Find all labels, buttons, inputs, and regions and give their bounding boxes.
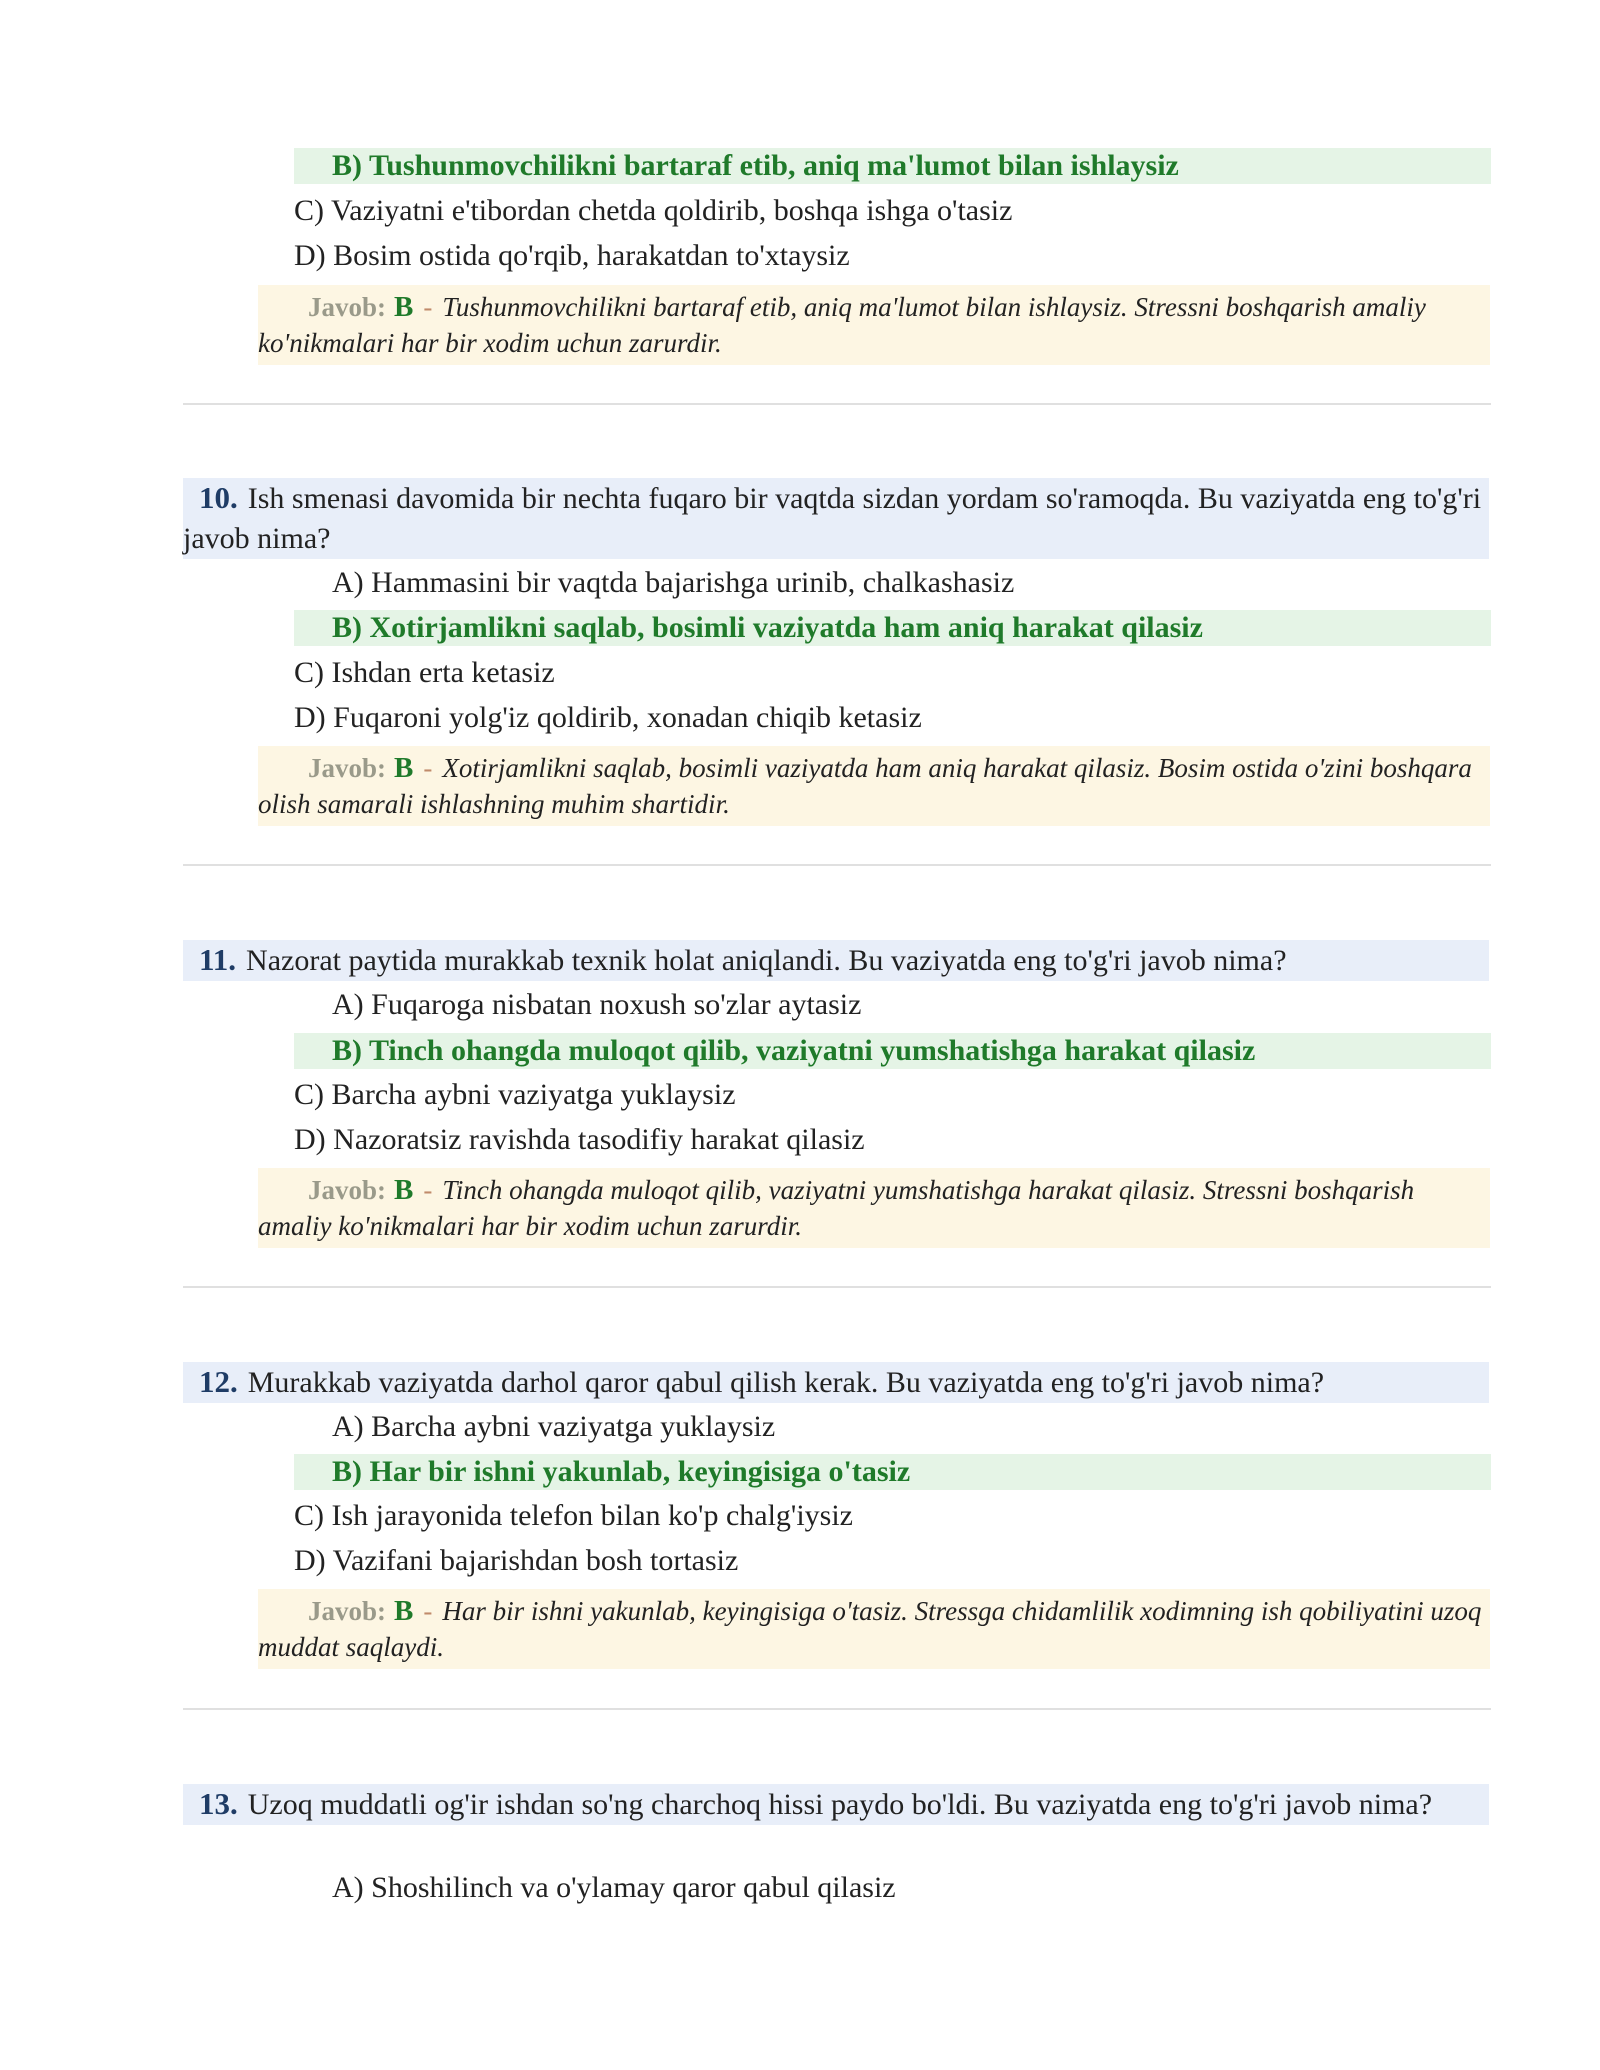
answer-label: Javob:: [308, 292, 387, 322]
q10-option-b-text: B) Xotirjamlikni saqlab, bosimli vaziyatda ham aniq harakat qilasiz: [332, 611, 1203, 644]
question-10-heading: [183, 478, 1489, 559]
q12-option-c[interactable]: C) Ish jarayonida telefon bilan ko'p chalg'iysiz: [294, 1499, 853, 1532]
answer-label: Javob:: [308, 1175, 387, 1205]
q12-option-b-correct[interactable]: [294, 1454, 1491, 1490]
q13-option-a[interactable]: A) Shoshilinch va o'ylamay qaror qabul qilasiz: [332, 1871, 896, 1904]
q10-option-b-correct[interactable]: [294, 610, 1491, 646]
answer-letter: B: [394, 1595, 414, 1627]
question-12-heading: [183, 1362, 1489, 1403]
question-13-heading: [183, 1784, 1489, 1825]
q10-answer-box: [258, 746, 1490, 826]
q12-answer-box: [258, 1589, 1490, 1669]
question-number: 13.: [199, 1786, 238, 1821]
question-text: Uzoq muddatli og'ir ishdan so'ng charchoq hissi paydo bo'ldi. Bu vaziyatda eng to'g'ri javob nima?: [247, 1788, 1433, 1821]
answer-letter: B: [394, 1174, 414, 1206]
q12-option-b-text: B) Har bir ishni yakunlab, keyingisiga o'tasiz: [332, 1455, 911, 1488]
divider: [183, 1708, 1491, 1710]
answer-letter: B: [394, 752, 414, 784]
divider: [183, 1286, 1491, 1288]
question-text: Murakkab vaziyatda darhol qaror qabul qilish kerak. Bu vaziyatda eng to'g'ri javob nima?: [247, 1366, 1325, 1399]
q9-option-b-correct[interactable]: [294, 148, 1491, 184]
q9-option-d[interactable]: D) Bosim ostida qo'rqib, harakatdan to'xtaysiz: [294, 239, 850, 272]
q9-answer-box: [258, 285, 1490, 365]
answer-explanation: Tushunmovchilikni bartaraf etib, aniq ma'lumot bilan ishlaysiz. Stressni boshqarish amaliy ko'nikmalari har bir xodim uchun zarurdir.: [258, 292, 1426, 358]
answer-label: Javob:: [308, 753, 387, 783]
question-number: 12.: [199, 1364, 238, 1399]
q9-option-c[interactable]: C) Vaziyatni e'tibordan chetda qoldirib, boshqa ishga o'tasiz: [294, 194, 1013, 227]
q10-option-a[interactable]: A) Hammasini bir vaqtda bajarishga urinib, chalkashasiz: [332, 566, 1015, 599]
q11-option-b-correct[interactable]: [294, 1033, 1491, 1069]
answer-dash: -: [423, 1596, 433, 1626]
question-number: 10.: [199, 480, 238, 515]
q10-option-d[interactable]: D) Fuqaroni yolg'iz qoldirib, xonadan chiqib ketasiz: [294, 701, 922, 734]
divider: [183, 403, 1491, 405]
question-text: Ish smenasi davomida bir nechta fuqaro bir vaqtda sizdan yordam so'ramoqda. Bu vaziyatda eng to'g'ri javob nima?: [183, 482, 1482, 555]
q12-option-d[interactable]: D) Vazifani bajarishdan bosh tortasiz: [294, 1544, 739, 1577]
question-11-heading: [183, 940, 1489, 981]
q11-option-c[interactable]: C) Barcha aybni vaziyatga yuklaysiz: [294, 1078, 736, 1111]
question-number: 11.: [199, 942, 237, 977]
answer-explanation: Har bir ishni yakunlab, keyingisiga o'tasiz. Stressga chidamlilik xodimning ish qobiliyatini uzoq muddat saqlaydi.: [258, 1596, 1482, 1662]
q12-option-a[interactable]: A) Barcha aybni vaziyatga yuklaysiz: [332, 1410, 776, 1443]
q11-option-a[interactable]: A) Fuqaroga nisbatan noxush so'zlar aytasiz: [332, 988, 862, 1021]
q11-option-d[interactable]: D) Nazoratsiz ravishda tasodifiy harakat qilasiz: [294, 1123, 865, 1156]
answer-explanation: Xotirjamlikni saqlab, bosimli vaziyatda ham aniq harakat qilasiz. Bosim ostida o'zini boshqara olish samarali ishlashning muhim shartidir.: [258, 753, 1472, 819]
q11-answer-box: [258, 1168, 1490, 1248]
answer-dash: -: [423, 753, 433, 783]
answer-label: Javob:: [308, 1596, 387, 1626]
divider: [183, 864, 1491, 866]
answer-dash: -: [423, 1175, 433, 1205]
answer-dash: -: [423, 292, 433, 322]
q9-option-b-text: B) Tushunmovchilikni bartaraf etib, aniq ma'lumot bilan ishlaysiz: [332, 149, 1179, 182]
question-text: Nazorat paytida murakkab texnik holat aniqlandi. Bu vaziyatda eng to'g'ri javob nima?: [246, 944, 1287, 977]
q10-option-c[interactable]: C) Ishdan erta ketasiz: [294, 656, 555, 689]
answer-explanation: Tinch ohangda muloqot qilib, vaziyatni yumshatishga harakat qilasiz. Stressni boshqarish amaliy ko'nikmalari har bir xodim uchun zarurdir.: [258, 1175, 1415, 1241]
answer-letter: B: [394, 291, 414, 323]
q11-option-b-text: B) Tinch ohangda muloqot qilib, vaziyatni yumshatishga harakat qilasiz: [332, 1034, 1256, 1067]
